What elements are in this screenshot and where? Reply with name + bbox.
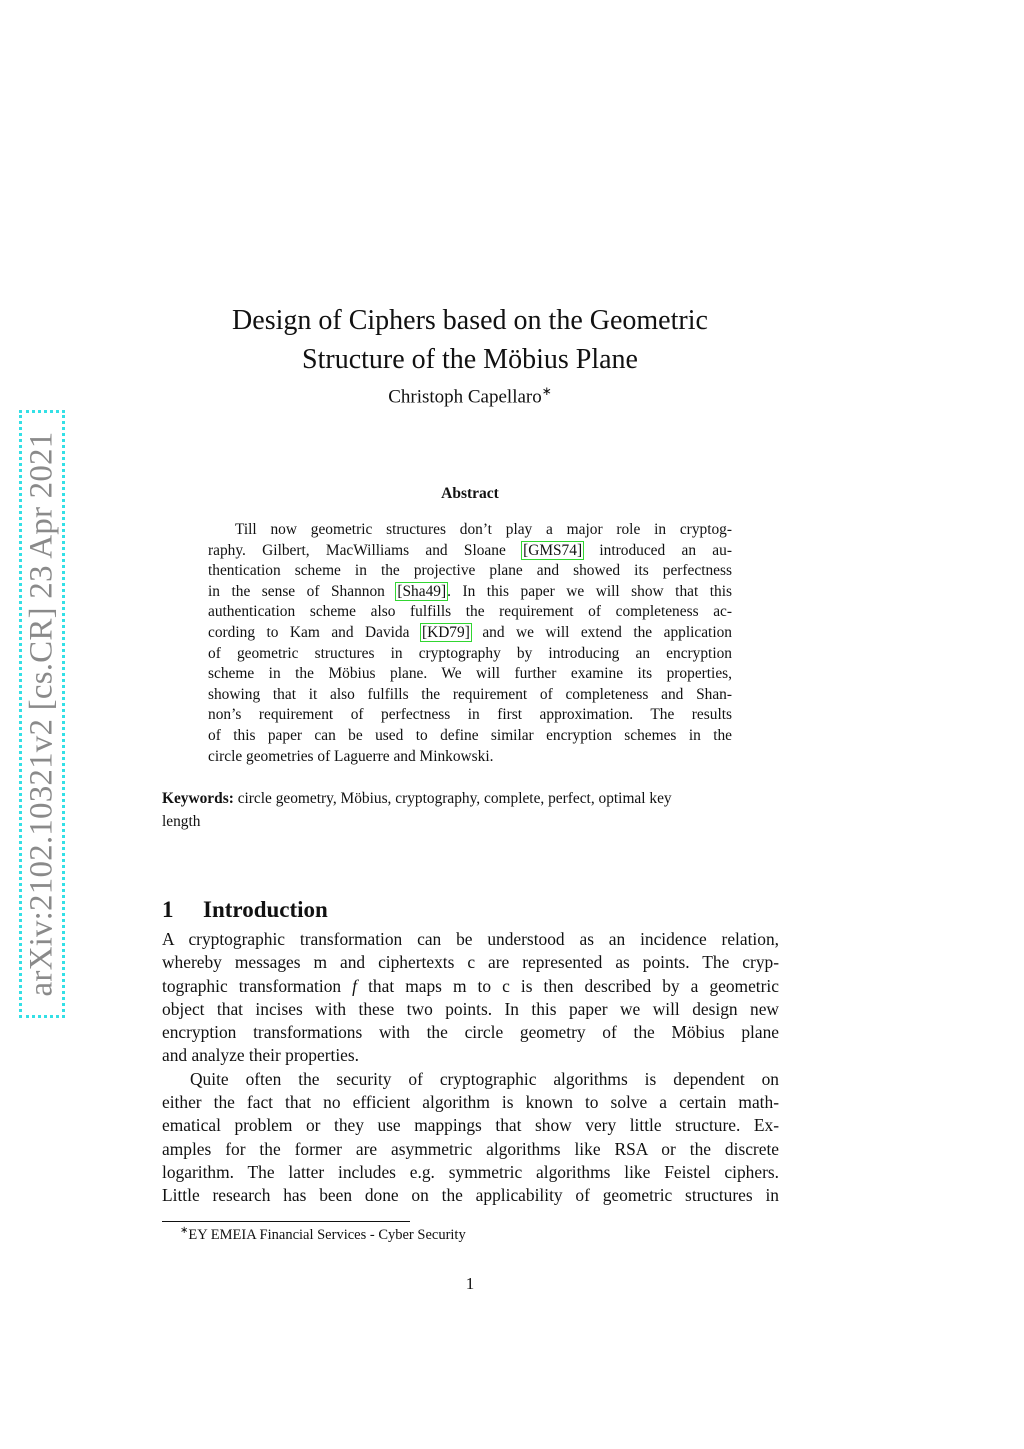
footnote-text: EY EMEIA Financial Services - Cyber Security bbox=[188, 1226, 466, 1243]
footnote-mark: ∗ bbox=[180, 1225, 189, 1236]
abstract-heading: Abstract bbox=[441, 485, 499, 502]
keywords bbox=[162, 787, 780, 833]
keywords-list-continued: length bbox=[162, 813, 201, 830]
citation-kd79[interactable]: [KD79] bbox=[421, 623, 470, 641]
body-line: either the fact that no efficient algorithm is known to solve a certain math- bbox=[162, 1092, 779, 1113]
title-line-1: Design of Ciphers based on the Geometric bbox=[232, 304, 708, 336]
body-line: and analyze their properties. bbox=[162, 1045, 360, 1066]
body-line: tographic transformation f that maps m to c is then described by a geometric bbox=[162, 975, 779, 996]
arxiv-identifier[interactable]: arXiv:2102.10321v2 [cs.CR] 23 Apr 2021 bbox=[23, 431, 60, 997]
footnote bbox=[180, 1225, 466, 1244]
section-number: 1 bbox=[162, 897, 174, 923]
footnote-rule bbox=[162, 1221, 410, 1222]
body-line: amples for the former are asymmetric algorithms like RSA or the discrete bbox=[162, 1138, 779, 1159]
body-line: logarithm. The latter includes e.g. symmetric algorithms like Feistel ciphers. bbox=[162, 1161, 779, 1182]
citation-gms74[interactable]: [GMS74] bbox=[523, 541, 583, 559]
body-line: encryption transformations with the circle geometry of the Möbius plane bbox=[162, 1022, 779, 1043]
body-line: whereby messages m and ciphertexts c are represented as points. The cryp- bbox=[162, 952, 779, 973]
math-f: f bbox=[352, 975, 358, 996]
page-number: 1 bbox=[465, 1274, 475, 1293]
paper-title bbox=[160, 301, 780, 379]
author bbox=[160, 384, 780, 408]
author-footnote-mark[interactable]: ∗ bbox=[541, 384, 552, 398]
abstract-line: of geometric structures in cryptography by introducing an encryption bbox=[208, 644, 732, 662]
abstract-line: Till now geometric structures don’t play a major role in cryptog- bbox=[235, 521, 732, 538]
abstract-line: non’s requirement of perfectness in first approximation. The results bbox=[208, 706, 732, 724]
abstract-line: in the sense of Shannon [Sha49]. In this paper we will show that this bbox=[208, 582, 732, 600]
body-line: object that incises with these two points. In this paper we will design new bbox=[162, 998, 779, 1019]
body-line: Quite often the security of cryptographic algorithms is dependent on bbox=[190, 1068, 779, 1089]
abstract-line: circle geometries of Laguerre and Minkowski. bbox=[208, 747, 494, 765]
body-line: A cryptographic transformation can be understood as an incidence relation, bbox=[162, 929, 779, 949]
keywords-label: Keywords: bbox=[162, 790, 234, 807]
abstract-line: authentication scheme also fulfills the requirement of completeness ac- bbox=[208, 603, 732, 621]
keywords-list: circle geometry, Möbius, cryptography, complete, perfect, optimal key bbox=[237, 790, 672, 807]
abstract-text bbox=[208, 520, 732, 767]
body-line: ematical problem or they use mappings that show very little structure. Ex- bbox=[162, 1115, 779, 1136]
title-line-2: Structure of the Möbius Plane bbox=[302, 343, 638, 375]
abstract-line: thentication scheme in the projective plane and showed its perfectness bbox=[208, 562, 732, 580]
abstract-line: cording to Kam and Davida [KD79] and we will extend the application bbox=[208, 623, 732, 641]
introduction-body bbox=[162, 928, 779, 1208]
abstract-line: scheme in the Möbius plane. We will further examine its properties, bbox=[208, 665, 732, 683]
abstract-line: of this paper can be used to define similar encryption schemes in the bbox=[208, 726, 732, 744]
citation-sha49[interactable]: [Sha49] bbox=[397, 582, 447, 600]
section-title: Introduction bbox=[203, 897, 328, 923]
section-heading-introduction bbox=[162, 897, 780, 923]
abstract-line: showing that it also fulfills the requirement of completeness and Shan- bbox=[208, 685, 732, 703]
author-name: Christoph Capellaro bbox=[388, 386, 542, 408]
abstract-line: raphy. Gilbert, MacWilliams and Sloane [GMS74] introduced an au- bbox=[208, 541, 732, 559]
body-line: Little research has been done on the applicability of geometric structures in bbox=[162, 1185, 779, 1206]
